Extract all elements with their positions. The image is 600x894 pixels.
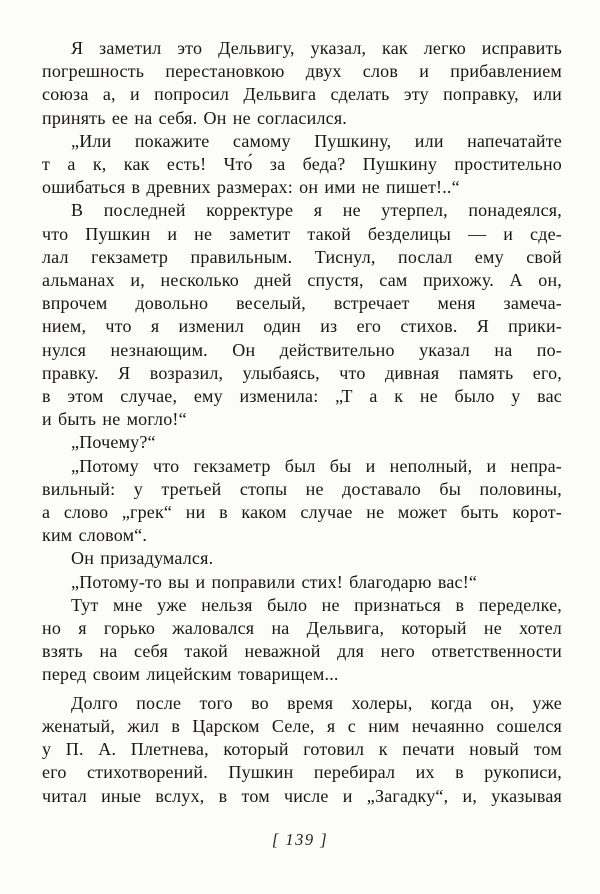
text-line: но я горько жаловался на Дельвига, который не хотел bbox=[42, 618, 562, 639]
text-line: принять ее на себя. Он не согласился. bbox=[42, 107, 347, 128]
text-line: Долго после того во время холеры, когда он, уже bbox=[71, 692, 562, 713]
page-number: [ 139 ] bbox=[271, 830, 329, 849]
text-line: „Потому-то вы и поправили стих! благодарю вас!“ bbox=[71, 571, 478, 592]
text-line: женатый, жил в Царском Селе, я с ним нечаянно сошелся bbox=[42, 715, 562, 736]
text-line: ким словом“. bbox=[42, 525, 148, 546]
text-line: лал гекзаметр правильным. Тиснул, послал ему свой bbox=[42, 246, 562, 267]
text-line: „Потому что гекзаметр был бы и неполный, и непра- bbox=[71, 455, 562, 476]
text-line: и быть не могло!“ bbox=[42, 409, 187, 430]
text-line: взять на себя такой неважной для него ответственности bbox=[42, 641, 562, 662]
text-line: а слово „грек“ ни в каком случае не может быть корот- bbox=[42, 502, 562, 523]
text-line: вильный: у третьей стопы не доставало бы половины, bbox=[42, 478, 562, 499]
text-line: нием, что я изменил один из его стихов. Я прики- bbox=[42, 316, 562, 337]
text-line: В последней корректуре я не утерпел, понадеялся, bbox=[71, 200, 562, 221]
text-line: правку. Я возразил, улыбаясь, что дивная память его, bbox=[42, 362, 562, 383]
text-line: у П. А. Плетнева, который готовил к печати новый том bbox=[42, 739, 562, 760]
page-text bbox=[42, 37, 562, 808]
text-line: ошибаться в древних размерах: он ими не пишет!..“ bbox=[42, 177, 460, 198]
text-line: читал иные вслух, в том числе и „Загадку“, и, указывая bbox=[42, 785, 562, 806]
text-line: союза а, и попросил Дельвига сделать эту поправку, или bbox=[42, 84, 562, 105]
text-line: перед своим лицейским товарищем... bbox=[42, 664, 339, 685]
text-line: его стихотворений. Пушкин перебирал их в рукописи, bbox=[42, 762, 562, 783]
text-line: что Пушкин и не заметит такой безделицы — и сде- bbox=[42, 223, 562, 244]
text-line: нулся незнающим. Он действительно указал на по- bbox=[42, 339, 562, 360]
text-line: т а к, как есть! Что́ за беда? Пушкину простительно bbox=[42, 154, 562, 175]
text-line: Тут мне уже нельзя было не признаться в переделке, bbox=[71, 594, 562, 615]
text-line: погрешность перестановкою двух слов и прибавлением bbox=[42, 61, 562, 82]
text-line: альманах и, несколько дней спустя, сам прихожу. А он, bbox=[42, 270, 562, 291]
text-line: Он призадумался. bbox=[71, 548, 214, 569]
text-line: Я заметил это Дельвигу, указал, как легко исправить bbox=[71, 38, 562, 58]
text-line: „Почему?“ bbox=[71, 432, 156, 453]
text-line: „Или покажите самому Пушкину, или напечатайте bbox=[71, 130, 562, 151]
text-line: в этом случае, ему изменила: „Т а к не было у вас bbox=[42, 386, 562, 407]
text-line: впрочем довольно веселый, встречает меня замеча- bbox=[42, 293, 562, 314]
